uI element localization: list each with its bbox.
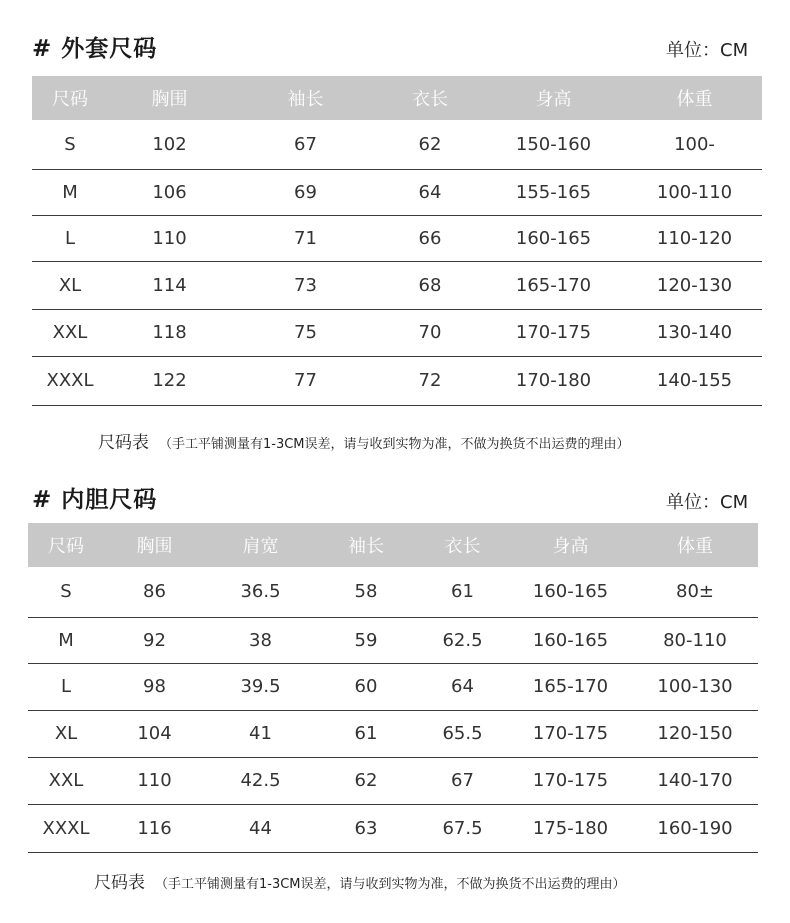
table-cell: 170-175 [480, 309, 627, 356]
table-cell: 100- [627, 120, 762, 169]
table-cell: 100-110 [627, 169, 762, 215]
table-cell: 100-130 [632, 663, 758, 710]
table-cell: L [28, 663, 104, 710]
table-cell: 66 [380, 215, 480, 261]
table-cell: 175-180 [509, 804, 632, 852]
table-cell: 170-175 [509, 710, 632, 757]
table-cell: L [32, 215, 108, 261]
note-text: （手工平铺测量有1-3CM误差，请与收到实物为准，不做为换货不出运费的理由） [159, 437, 630, 452]
table-cell: 61 [416, 567, 509, 617]
table-cell: 44 [205, 804, 316, 852]
liner-section-title: # 内胆尺码 [32, 487, 158, 513]
table-cell: XL [32, 261, 108, 309]
table-cell: M [28, 617, 104, 663]
table-cell: 160-165 [480, 215, 627, 261]
table-cell: XXXL [28, 804, 104, 852]
table-cell: 130-140 [627, 309, 762, 356]
table-row [28, 757, 758, 804]
jacket-unit-label: 单位：CM [666, 40, 749, 61]
table-cell: XXXL [32, 356, 108, 405]
table-cell: 110 [108, 215, 231, 261]
table-cell: 122 [108, 356, 231, 405]
table-cell: 41 [205, 710, 316, 757]
note-label: 尺码表 [98, 433, 149, 453]
col-header-shoulder: 肩宽 [205, 523, 316, 567]
table-cell: 42.5 [205, 757, 316, 804]
table-cell: 155-165 [480, 169, 627, 215]
table-cell: 160-190 [632, 804, 758, 852]
table-cell: 116 [104, 804, 205, 852]
col-header-height: 身高 [509, 523, 632, 567]
table-cell: 62 [380, 120, 480, 169]
table-cell: 63 [316, 804, 416, 852]
table-cell: 150-160 [480, 120, 627, 169]
table-cell: 165-170 [480, 261, 627, 309]
note-label: 尺码表 [94, 873, 145, 893]
table-cell: 110 [104, 757, 205, 804]
table-cell: 67 [416, 757, 509, 804]
table-cell: 120-130 [627, 261, 762, 309]
table-cell: 114 [108, 261, 231, 309]
liner-header-row [28, 523, 758, 567]
table-cell: 170-175 [509, 757, 632, 804]
table-cell: 104 [104, 710, 205, 757]
table-row [28, 804, 758, 852]
table-row [28, 663, 758, 710]
table-cell: 102 [108, 120, 231, 169]
col-header-length: 衣长 [380, 76, 480, 120]
col-header-size: 尺码 [32, 76, 108, 120]
col-header-weight: 体重 [632, 523, 758, 567]
col-header-sleeve: 袖长 [316, 523, 416, 567]
table-cell: 75 [231, 309, 380, 356]
table-cell: 80-110 [632, 617, 758, 663]
liner-size-note [94, 868, 626, 893]
table-cell: 68 [380, 261, 480, 309]
table-cell: XXL [32, 309, 108, 356]
table-cell: 59 [316, 617, 416, 663]
table-cell: 73 [231, 261, 380, 309]
table-cell: 170-180 [480, 356, 627, 405]
col-header-sleeve: 袖长 [231, 76, 380, 120]
col-header-size: 尺码 [28, 523, 104, 567]
table-row [28, 617, 758, 663]
table-cell: 62.5 [416, 617, 509, 663]
table-cell: 69 [231, 169, 380, 215]
note-text: （手工平铺测量有1-3CM误差，请与收到实物为准，不做为换货不出运费的理由） [155, 877, 626, 892]
table-cell: 140-155 [627, 356, 762, 405]
table-cell: 36.5 [205, 567, 316, 617]
table-cell: 110-120 [627, 215, 762, 261]
col-header-length: 衣长 [416, 523, 509, 567]
table-cell: 67.5 [416, 804, 509, 852]
table-cell: S [28, 567, 104, 617]
table-row [28, 567, 758, 617]
table-cell: S [32, 120, 108, 169]
table-cell: 118 [108, 309, 231, 356]
table-cell: 70 [380, 309, 480, 356]
table-cell: 72 [380, 356, 480, 405]
liner-unit-label: 单位：CM [666, 492, 749, 513]
col-header-height: 身高 [480, 76, 627, 120]
table-row [28, 710, 758, 757]
table-cell: 106 [108, 169, 231, 215]
table-cell: 62 [316, 757, 416, 804]
table-cell: 71 [231, 215, 380, 261]
table-cell: XXL [28, 757, 104, 804]
table-cell: 160-165 [509, 567, 632, 617]
table-cell: 80± [632, 567, 758, 617]
table-cell: XL [28, 710, 104, 757]
table-cell: 58 [316, 567, 416, 617]
liner-size-table [28, 523, 758, 853]
table-cell: 160-165 [509, 617, 632, 663]
table-cell: 92 [104, 617, 205, 663]
table-cell: 140-170 [632, 757, 758, 804]
table-cell: 67 [231, 120, 380, 169]
table-cell: 60 [316, 663, 416, 710]
table-cell: 120-150 [632, 710, 758, 757]
table-cell: M [32, 169, 108, 215]
table-cell: 77 [231, 356, 380, 405]
col-header-chest: 胸围 [104, 523, 205, 567]
table-cell: 65.5 [416, 710, 509, 757]
table-cell: 64 [416, 663, 509, 710]
table-cell: 98 [104, 663, 205, 710]
col-header-weight: 体重 [627, 76, 762, 120]
col-header-chest: 胸围 [108, 76, 231, 120]
table-cell: 61 [316, 710, 416, 757]
table-cell: 64 [380, 169, 480, 215]
table-cell: 165-170 [509, 663, 632, 710]
table-cell: 86 [104, 567, 205, 617]
table-cell: 39.5 [205, 663, 316, 710]
jacket-section-title: # 外套尺码 [32, 36, 158, 62]
table-cell: 38 [205, 617, 316, 663]
